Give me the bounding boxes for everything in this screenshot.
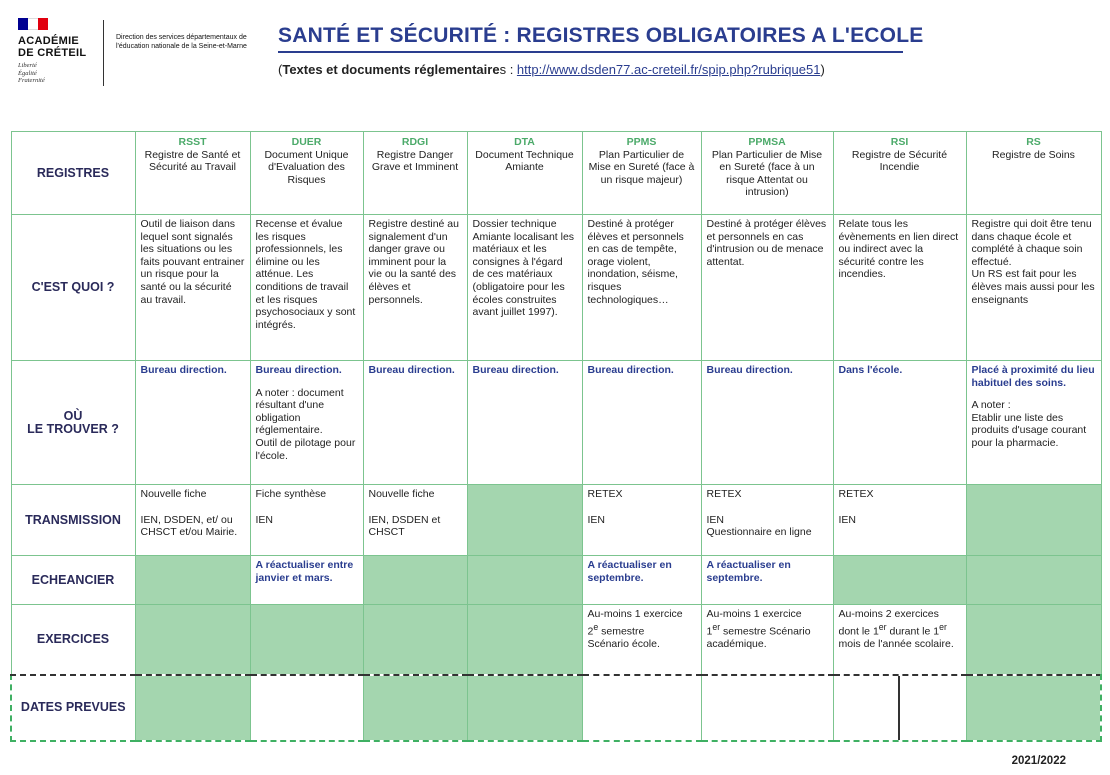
ou-ppmsa: [701, 361, 833, 485]
subtitle-bold: Textes et documents réglementaire: [282, 62, 500, 77]
title-underline: [278, 51, 903, 53]
register-name: Document Unique d'Evaluation des Risques: [264, 148, 349, 186]
echeancier-text: A réactualiser en septembre.: [587, 559, 672, 584]
header-rs: [966, 132, 1101, 215]
echeancier-text: A réactualiser en septembre.: [706, 559, 791, 584]
transmission-questionnaire: Questionnaire en ligne: [706, 526, 812, 539]
academy-name-line2: DE CRÉTEIL: [18, 47, 87, 59]
exercices-ppms-line3: Scénario école.: [587, 637, 660, 650]
echeancier-text: A réactualiser entre janvier et mars.: [255, 559, 354, 584]
register-code: PPMS: [626, 136, 657, 148]
quoi-rs-text-2: Un RS est fait pour les élèves mais aussi pour les enseignants: [971, 268, 1095, 306]
duer-note: A noter : document résultant d'une obligation réglementaire.: [255, 386, 344, 437]
marianne-flag-icon: [18, 18, 48, 30]
register-code: DTA: [514, 136, 535, 148]
location-text: Bureau direction.: [587, 364, 674, 376]
location-text: Dans l'école.: [838, 364, 903, 376]
transmission-doc: Fiche synthèse: [255, 488, 327, 500]
ordinal-suffix: er: [712, 621, 721, 632]
register-code: RSI: [890, 136, 909, 148]
echeancier-rsi: [833, 556, 966, 605]
transmission-to: IEN: [838, 513, 857, 526]
echeancier-duer: [250, 556, 363, 605]
row-dates: [11, 675, 1101, 741]
school-year: 2021/2022: [1011, 755, 1066, 767]
row-label-ou-line2: LE TROUVER ?: [27, 421, 119, 436]
dates-rsst: [135, 675, 250, 741]
page-title: SANTÉ ET SÉCURITÉ : REGISTRES OBLIGATOIRES A L'ECOLE: [278, 24, 924, 47]
transmission-rsst: [135, 485, 250, 556]
transmission-rsi: [833, 485, 966, 556]
row-echeancier: [11, 556, 1101, 605]
exercices-rsi: [833, 605, 966, 675]
ou-dta: [467, 361, 582, 485]
transmission-to: IEN: [255, 513, 274, 526]
echeancier-rsst: [135, 556, 250, 605]
quoi-dta: Dossier technique Amiante localisant les matériaux et les consignes à l'égard de ces matériaux (obligatoire pour les écoles construites avant juillet 1997).: [467, 215, 582, 361]
location-text: Bureau direction.: [255, 364, 342, 376]
exercices-ppms-line2: [588, 621, 696, 638]
ordinal-suffix: er: [878, 621, 887, 632]
transmission-dta: [467, 485, 582, 556]
page-subtitle: (Textes et documents réglementaires : http://www.dsden77.ac-creteil.fr/spip.php?rubrique51): [278, 62, 825, 77]
ou-rsst: [135, 361, 250, 485]
transmission-doc: RETEX: [838, 488, 874, 500]
quoi-duer: Recense et évalue les risques professionnels, les élimine ou les atténue. Les conditions de travail et les risques psychosociaux y sont intégrés.: [250, 215, 363, 361]
quoi-ppms: Destiné à protéger élèves et personnels en cas de tempête, orage violent, inondation, séisme, risques technologiques…: [582, 215, 701, 361]
transmission-doc: Nouvelle fiche: [140, 488, 207, 500]
register-name: Document Technique Amiante: [475, 148, 574, 174]
row-label-dates: DATES PREVUES: [11, 675, 135, 741]
quoi-ppmsa: Destiné à protéger élèves et personnels en cas d'intrusion ou de menace attentat.: [701, 215, 833, 361]
dates-dta: [467, 675, 582, 741]
register-name: Registre de Santé et Sécurité au Travail: [144, 148, 241, 174]
exercices-dta: [467, 605, 582, 675]
quoi-rs: [966, 215, 1101, 361]
ordinal-number: 1: [706, 625, 713, 638]
dates-ppmsa[interactable]: [701, 675, 833, 741]
row-ou: [11, 361, 1101, 485]
echeancier-ppms: [582, 556, 701, 605]
register-code: DUER: [291, 136, 322, 148]
transmission-to: IEN: [587, 513, 606, 526]
dates-duer[interactable]: [250, 675, 363, 741]
register-name: Plan Particulier de Mise en Sureté (face à un risque Attentat ou intrusion): [711, 148, 823, 199]
register-code: RDGI: [401, 136, 429, 148]
quoi-rsi: Relate tous les évènements en lien direct ou indirect avec la sécurité contre les incendies.: [833, 215, 966, 361]
header-rdgi: [363, 132, 467, 215]
location-text: Bureau direction.: [472, 364, 559, 376]
header-ppms: [582, 132, 701, 215]
register-name: Plan Particulier de Mise en Sureté (face à un risque majeur): [588, 148, 695, 186]
row-transmission: [11, 485, 1101, 556]
registers-table: [10, 131, 1102, 742]
row-quoi: [11, 215, 1101, 361]
header-rsst: [135, 132, 250, 215]
transmission-to: IEN, DSDEN, et/ ou CHSCT et/ou Mairie.: [140, 513, 238, 539]
register-code: RS: [1026, 136, 1041, 148]
register-name: Registre de Soins: [992, 148, 1075, 161]
duer-note-2: Outil de pilotage pour l'école.: [255, 436, 356, 462]
location-text: Bureau direction.: [140, 364, 227, 376]
republic-motto: [18, 62, 98, 85]
exercices-ppmsa: [701, 605, 833, 675]
echeancier-rdgi: [363, 556, 467, 605]
echeancier-ppmsa: [701, 556, 833, 605]
exercices-rsst: [135, 605, 250, 675]
echeancier-rs: [966, 556, 1101, 605]
register-name: Registre de Sécurité Incendie: [851, 148, 948, 174]
header-dta: [467, 132, 582, 215]
quoi-rsst: Outil de liaison dans lequel sont signalés les situations ou les faits pouvant entrainer un risque pour la santé ou la sécurité au travail.: [135, 215, 250, 361]
location-text: Bureau direction.: [706, 364, 793, 376]
header-ppmsa: [701, 132, 833, 215]
ou-rsi: [833, 361, 966, 485]
rs-note: Etablir une liste des produits d'usage courant pour la pharmacie.: [971, 411, 1087, 449]
motto-fraternite: Fraternité: [18, 77, 45, 84]
row-label-quoi: C'EST QUOI ?: [11, 215, 135, 361]
ou-ppms: [582, 361, 701, 485]
direction-label: Direction des services départementaux de l'éducation nationale de la Seine-et-Marne: [116, 34, 247, 50]
ou-rs: [966, 361, 1101, 485]
row-label-echeancier: ECHEANCIER: [11, 556, 135, 605]
exercices-duer: [250, 605, 363, 675]
academy-logo: [18, 18, 98, 85]
transmission-ppmsa: [701, 485, 833, 556]
exercices-ppms: [582, 605, 701, 675]
transmission-duer: [250, 485, 363, 556]
header-rsi: [833, 132, 966, 215]
quoi-rs-text: Registre qui doit être tenu dans chaque école et complété à chaque soin effectué.: [971, 218, 1092, 268]
row-label-ou: [11, 361, 135, 485]
row-label-exercices: EXERCICES: [11, 605, 135, 675]
transmission-to: IEN, DSDEN et CHSCT: [368, 513, 441, 539]
quoi-rdgi: Registre destiné au signalement d'un danger grave ou imminent pour la vie ou la santé des élèves et personnels.: [363, 215, 467, 361]
header-duer: [250, 132, 363, 215]
exercices-ppms-line1: Au-moins 1 exercice: [587, 608, 683, 620]
transmission-doc: RETEX: [587, 488, 623, 500]
header-divider: [103, 20, 104, 86]
exercices-ppms-semester: semestre: [598, 625, 645, 638]
row-exercices: [11, 605, 1101, 675]
motto-liberte: Liberté: [18, 62, 37, 69]
ou-rdgi: [363, 361, 467, 485]
row-registres: [11, 132, 1101, 215]
row-label-transmission: TRANSMISSION: [11, 485, 135, 556]
motto-egalite: Égalité: [18, 69, 37, 77]
dates-ppms[interactable]: [582, 675, 701, 741]
register-name: Registre Danger Grave et Imminent: [371, 148, 459, 174]
location-text: Placé à proximité du lieu habituel des soins.: [971, 364, 1095, 389]
echeancier-dta: [467, 556, 582, 605]
transmission-rdgi: [363, 485, 467, 556]
ordinal-number: 2: [587, 625, 594, 638]
row-label-ou-line1: OÙ: [63, 408, 83, 423]
location-text: Bureau direction.: [368, 364, 455, 376]
register-code: RSST: [178, 136, 207, 148]
exercices-ppmsa-semester: semestre Scénario académique.: [706, 625, 811, 650]
ordinal-suffix: e: [593, 621, 599, 632]
transmission-rs: [966, 485, 1101, 556]
transmission-doc: RETEX: [706, 488, 742, 500]
transmission-to: IEN: [706, 513, 725, 526]
register-code: PPMSA: [748, 136, 786, 148]
exercices-rsi-part1: Au-moins 2 exercices dont le 1: [838, 608, 939, 638]
transmission-ppms: [582, 485, 701, 556]
exercices-ppmsa-line2: [707, 621, 828, 651]
exercices-ppmsa-line1: Au-moins 1 exercice: [706, 608, 802, 620]
rsi-dates-divider: [898, 676, 900, 740]
subtitle-text: s :: [499, 62, 517, 77]
exercices-rdgi: [363, 605, 467, 675]
exercices-rsi-part3: mois de l'année scolaire.: [838, 637, 954, 650]
dates-rdgi: [363, 675, 467, 741]
exercices-rs: [966, 605, 1101, 675]
row-label-registres: REGISTRES: [11, 132, 135, 215]
dates-rs: [966, 675, 1101, 741]
exercices-rsi-part2: durant le 1: [886, 625, 940, 638]
ordinal-suffix: er: [939, 621, 947, 632]
ou-duer: [250, 361, 363, 485]
rs-note-title: A noter :: [971, 399, 1011, 412]
reference-link[interactable]: http://www.dsden77.ac-creteil.fr/spip.php?rubrique51: [516, 62, 821, 77]
transmission-doc: Nouvelle fiche: [368, 488, 435, 500]
academy-name-line1: ACADÉMIE: [18, 35, 80, 47]
